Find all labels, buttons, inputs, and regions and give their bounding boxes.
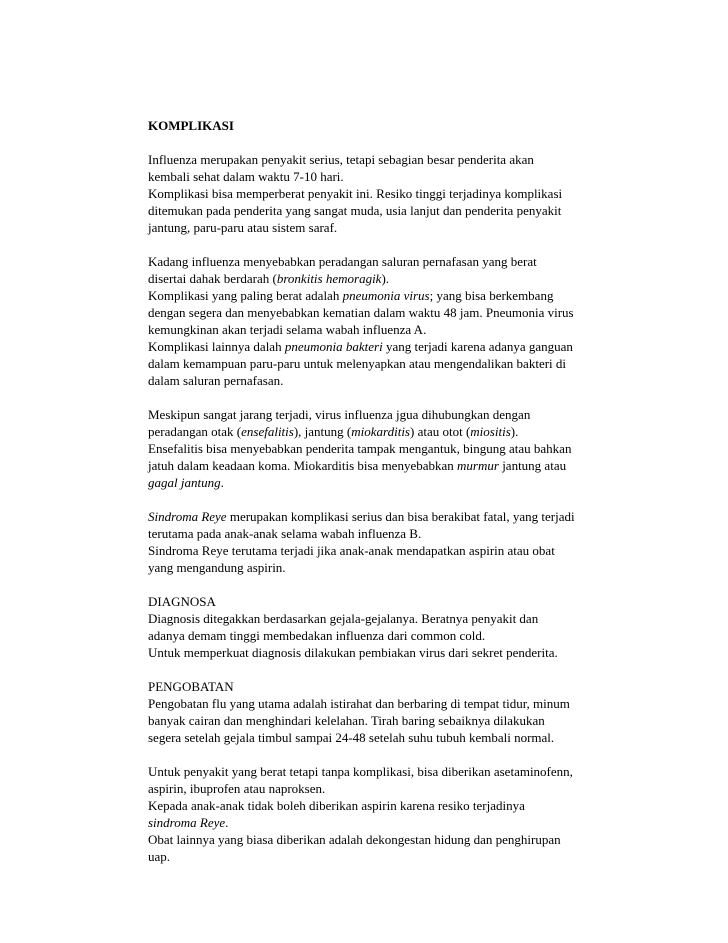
text-line: Untuk penyakit yang berat tetapi tanpa komplikasi, bisa diberikan asetaminofenn,: [148, 764, 573, 779]
text-run: .: [220, 475, 224, 490]
section-heading: PENGOBATAN: [148, 679, 234, 694]
text-line: Obat lainnya yang biasa diberikan adalah dekongestan hidung dan penghirupan: [148, 832, 561, 847]
text-run: disertai dahak berdarah (: [148, 271, 277, 286]
text-run: ; yang bisa berkembang: [429, 288, 554, 303]
text-run: ).: [381, 271, 390, 286]
text-line: [148, 338, 648, 355]
text-line: [148, 287, 648, 304]
text-line: Sindroma Reye terutama terjadi jika anak-anak mendapatkan aspirin atau obat: [148, 543, 555, 558]
italic-term: sindroma Reye: [148, 815, 226, 830]
text-run: .: [225, 815, 229, 830]
text-line: dalam saluran pernafasan.: [148, 373, 284, 388]
italic-term: miokarditis: [351, 424, 410, 439]
text-line: segera setelah gejala timbul sampai 24-48 setelah suhu tubuh kembali normal.: [148, 730, 555, 745]
text-line: [148, 270, 648, 287]
text-line: kembali sehat dalam waktu 7-10 hari.: [148, 169, 344, 184]
italic-term: Sindroma Reye: [148, 509, 227, 524]
text-line: Ensefalitis bisa menyebabkan penderita tampak mengantuk, bingung atau bahkan: [148, 441, 572, 456]
section-diagnosa: [148, 593, 648, 661]
paragraph-intro: [148, 151, 648, 236]
text-line: aspirin, ibuprofen atau naproksen.: [148, 781, 326, 796]
paragraph-respiratory: [148, 253, 648, 389]
text-line: [148, 457, 648, 474]
section-pengobatan: [148, 678, 648, 746]
text-run: ), jantung (: [293, 424, 352, 439]
paragraph-reye: [148, 508, 648, 576]
italic-term: miositis: [470, 424, 511, 439]
text-run: Komplikasi lainnya dalah: [148, 339, 285, 354]
text-run: ) atau otot (: [410, 424, 471, 439]
text-line: ditemukan pada penderita yang sangat muda, usia lanjut dan penderita penyakit: [148, 203, 562, 218]
italic-term: murmur: [457, 458, 499, 473]
paragraph-medication: [148, 763, 648, 865]
text-run: jantung atau: [498, 458, 567, 473]
text-run: Komplikasi yang paling berat adalah: [148, 288, 343, 303]
text-line: Kepada anak-anak tidak boleh diberikan aspirin karena resiko terjadinya: [148, 798, 525, 813]
text-line: [148, 814, 648, 831]
paragraph-inflammation: [148, 406, 648, 491]
text-line: dengan segera dan menyebabkan kematian dalam waktu 48 jam. Pneumonia virus: [148, 305, 574, 320]
text-line: [148, 474, 648, 491]
text-run: ).: [510, 424, 519, 439]
text-line: Influenza merupakan penyakit serius, tetapi sebagian besar penderita akan: [148, 152, 534, 167]
section-heading: DIAGNOSA: [148, 594, 216, 609]
italic-term: bronkitis hemoragik: [276, 271, 382, 286]
text-line: Meskipun sangat jarang terjadi, virus influenza jgua dihubungkan dengan: [148, 407, 531, 422]
italic-term: pneumonia bakteri: [284, 339, 383, 354]
text-line: [148, 423, 648, 440]
text-line: kemungkinan akan terjadi selama wabah influenza A.: [148, 322, 427, 337]
document-body: [148, 117, 648, 882]
text-line: banyak cairan dan menghindari kelelahan. Tirah baring sebaiknya dilakukan: [148, 713, 545, 728]
text-run: merupakan komplikasi serius dan bisa berakibat fatal, yang terjadi: [226, 509, 575, 524]
text-line: Kadang influenza menyebabkan peradangan saluran pernafasan yang berat: [148, 254, 537, 269]
text-line: [148, 508, 648, 525]
text-line: terutama pada anak-anak selama wabah influenza B.: [148, 526, 422, 541]
text-line: yang mengandung aspirin.: [148, 560, 286, 575]
italic-term: gagal jantung: [148, 475, 221, 490]
text-line: adanya demam tinggi membedakan influenza dari common cold.: [148, 628, 486, 643]
italic-term: ensefalitis: [241, 424, 294, 439]
text-line: jantung, paru-paru atau sistem saraf.: [148, 220, 338, 235]
text-line: Pengobatan flu yang utama adalah istirahat dan berbaring di tempat tidur, minum: [148, 696, 570, 711]
page-title: KOMPLIKASI: [148, 118, 234, 133]
text-run: jatuh dalam keadaan koma. Miokarditis bisa menyebabkan: [148, 458, 458, 473]
italic-term: pneumonia virus: [342, 288, 430, 303]
text-line: Komplikasi bisa memperberat penyakit ini. Resiko tinggi terjadinya komplikasi: [148, 186, 563, 201]
text-line: Untuk memperkuat diagnosis dilakukan pembiakan virus dari sekret penderita.: [148, 645, 558, 660]
text-line: uap.: [148, 849, 171, 864]
text-run: yang terjadi karena adanya ganguan: [382, 339, 573, 354]
text-line: dalam kemampuan paru-paru untuk melenyapkan atau mengendalikan bakteri di: [148, 356, 567, 371]
text-run: peradangan otak (: [148, 424, 242, 439]
text-line: Diagnosis ditegakkan berdasarkan gejala-gejalanya. Beratnya penyakit dan: [148, 611, 539, 626]
